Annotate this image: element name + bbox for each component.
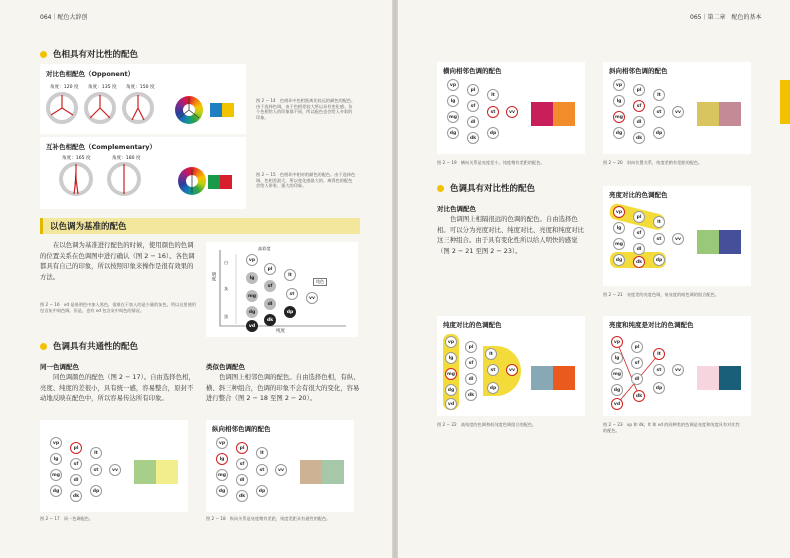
swatch bbox=[553, 102, 575, 126]
tone-dg: dg bbox=[447, 127, 459, 139]
figure-2-20-card bbox=[603, 62, 751, 154]
section-hue-contrast bbox=[40, 48, 138, 60]
tone-lt: lt bbox=[485, 348, 497, 360]
tone-vp: vp bbox=[613, 79, 625, 91]
caption-2-22: 图 2 − 22 高纯度的色调和低纯度色调组合的配色。 bbox=[437, 422, 537, 427]
tone-dl: dl bbox=[70, 474, 82, 486]
caption-2-17: 图 2 − 17 同一色调配色。 bbox=[40, 516, 94, 521]
figure-2-23-card bbox=[603, 316, 751, 416]
swatch-blue bbox=[210, 103, 222, 117]
tone-mg: mg bbox=[445, 368, 457, 380]
tone-lg: lg bbox=[613, 95, 625, 107]
card-title: 纵向相邻色调的配色 bbox=[212, 425, 271, 433]
caption-2-20: 图 2 − 20 斜向位置关系，纯度差稍有差距的配色。 bbox=[603, 160, 703, 165]
tone-vp: vp bbox=[613, 206, 625, 218]
tone-st: st bbox=[90, 464, 102, 476]
card-title: 斜向相邻色调的配色 bbox=[609, 67, 668, 75]
tone-lt: lt bbox=[653, 89, 665, 101]
swatch bbox=[697, 230, 719, 254]
tone-pl: pl bbox=[465, 341, 477, 353]
tone-dp: dp bbox=[487, 127, 499, 139]
tone-vd: vd bbox=[611, 398, 623, 410]
tone-pl: pl bbox=[467, 84, 479, 96]
tone-pl: pl bbox=[236, 442, 248, 454]
similar-tone-text: 色调图上相邻色调的配色。自由选择色相，有纵、横、斜三种组合，色调的印象不会有很大的变化，容易进行整合（图 2 − 18 至图 2 − 20）。 bbox=[206, 373, 360, 403]
tone-vp: vp bbox=[447, 79, 459, 91]
opponent-title: 对比色相配色（Opponent） bbox=[46, 70, 135, 78]
caption-2-19: 图 2 − 19 横向关系是亮度差小，纯度稍有差距的配色。 bbox=[437, 160, 545, 165]
tone-sf: sf bbox=[70, 458, 82, 470]
tone-mg: mg bbox=[613, 238, 625, 250]
tone-sf: sf bbox=[633, 227, 645, 239]
tone-mg: mg bbox=[611, 368, 623, 380]
complementary-wheels bbox=[58, 161, 158, 201]
tone-dl: dl bbox=[465, 373, 477, 385]
tone-mg: mg bbox=[613, 111, 625, 123]
bullet-icon bbox=[437, 185, 444, 192]
side-label-black: 黑 bbox=[224, 314, 229, 319]
tone-dp: dp bbox=[90, 485, 102, 497]
tone-sf: sf bbox=[633, 100, 645, 112]
opponent-card bbox=[40, 64, 246, 134]
tone-dg: dg bbox=[445, 384, 457, 396]
tone-dk: dk bbox=[70, 490, 82, 502]
tone-lg: lg bbox=[447, 95, 459, 107]
figure-2-21-card bbox=[603, 186, 751, 286]
tone-chart-lg: lg bbox=[246, 272, 258, 284]
caption-2-23: 图 2 − 23 vp 和 dk，lt 和 vd 的同种类的色调是亮度和纯度具有对比性的配色。 bbox=[603, 422, 740, 433]
swatch-yellow bbox=[222, 103, 234, 117]
swatch bbox=[697, 102, 719, 126]
section-title: 色调具有对比性的配色 bbox=[450, 184, 536, 194]
tone-chart-st: st bbox=[286, 288, 298, 300]
tone-dk: dk bbox=[633, 256, 645, 268]
tone-sf: sf bbox=[236, 458, 248, 470]
band-marker bbox=[40, 218, 43, 234]
tone-lt: lt bbox=[487, 89, 499, 101]
tone-sf: sf bbox=[631, 357, 643, 369]
tone-vp: vp bbox=[611, 336, 623, 348]
tone-chart-vp: vp bbox=[246, 254, 258, 266]
tone-dl: dl bbox=[467, 116, 479, 128]
tone-dk: dk bbox=[465, 389, 477, 401]
tone-dp: dp bbox=[653, 254, 665, 266]
section-tone-contrast bbox=[437, 182, 535, 194]
angle-label: 角度：150 度 bbox=[126, 85, 155, 90]
angle-label: 角度：165 度 bbox=[62, 156, 91, 161]
swatch bbox=[531, 102, 553, 126]
tone-vp: vp bbox=[216, 437, 228, 449]
tone-dk: dk bbox=[633, 390, 645, 402]
swatch bbox=[300, 460, 322, 484]
similar-tone-title: 类似色调配色 bbox=[206, 363, 245, 371]
tone-chart-mg: mg bbox=[246, 290, 258, 302]
tone-lg: lg bbox=[50, 453, 62, 465]
swatch bbox=[719, 230, 741, 254]
swatch bbox=[322, 460, 344, 484]
side-label-gray: 灰 bbox=[224, 286, 229, 291]
section-band bbox=[40, 218, 360, 234]
tone-vv: vv bbox=[672, 364, 684, 376]
caption-2-15: 图 2 − 15 色相环中相对的颜色的配色。由于选择色调，色相差最大，所以变化感最大的。离得色的配色会给人带张、强大的印象。 bbox=[256, 172, 356, 189]
bullet-icon bbox=[40, 343, 47, 350]
opponent-wheels bbox=[44, 90, 164, 130]
band-title: 以色调为基准的配色 bbox=[50, 222, 127, 232]
tone-dp: dp bbox=[487, 382, 499, 394]
tone-dk: dk bbox=[633, 132, 645, 144]
tone-vv: vv bbox=[275, 464, 287, 476]
same-tone-text: 同色调颜色的配色（图 2 − 17）。自由选择色相，亮度、纯度的差很小，具有统一感，容易整合，原封不动地反映在配色中，所以容易传达所有印象。 bbox=[40, 373, 195, 403]
card-title: 纯度对比的色调配色 bbox=[443, 321, 502, 329]
intro-text: 在以色调为基准进行配色的时候，使用颜色的色调的位置关系在色调图中进行确认（图 2 − 16）。各色调都具有自己的印象，所以按照印象来操作是很有效果的方法。 bbox=[40, 241, 195, 281]
tone-chart-sf: sf bbox=[264, 280, 276, 292]
tone-vv: vv bbox=[109, 464, 121, 476]
tone-mg: mg bbox=[216, 469, 228, 481]
swatch-red bbox=[220, 175, 232, 189]
swatch bbox=[553, 366, 575, 390]
tone-st: st bbox=[256, 464, 268, 476]
card-title: 亮度对比的色调配色 bbox=[609, 191, 668, 199]
figure-2-18-card bbox=[206, 420, 354, 512]
tone-chart-dg: dg bbox=[246, 306, 258, 318]
tone-chart-vd: vd bbox=[246, 320, 258, 332]
same-tone-title: 同一色调配色 bbox=[40, 363, 79, 371]
tone-chart-lt: lt bbox=[284, 269, 296, 281]
caption-2-16: 图 2 − 16 vd 是低明色中加入黑色，很难在于加入的是少量的灰色，所以这里使用包含灰中间色调。但是，也有 vd 包含灰中间色的情况。 bbox=[40, 302, 196, 313]
caption-2-21: 图 2 − 21 亮度差的亮度色调，低亮度的暗色调的组合配色。 bbox=[603, 292, 719, 297]
caption-2-18: 图 2 − 18 纵向关系是亮度稍有差距，纯度差距具有通性的配色。 bbox=[206, 516, 331, 521]
tone-st: st bbox=[487, 364, 499, 376]
contrast-tone-title: 对比色调配色 bbox=[437, 205, 476, 213]
tone-chart-dk: dk bbox=[264, 314, 276, 326]
tone-dg: dg bbox=[611, 384, 623, 396]
tone-chart-dp: dp bbox=[284, 306, 296, 318]
tone-chart-vv: vv bbox=[306, 292, 318, 304]
angle-label: 角度：120 度 bbox=[50, 85, 79, 90]
tone-chart-dl: dl bbox=[264, 298, 276, 310]
card-title: 横向相邻色调的配色 bbox=[443, 67, 502, 75]
section-title: 色调具有共通性的配色 bbox=[53, 342, 139, 352]
tone-st: st bbox=[653, 233, 665, 245]
side-label-white: 白 bbox=[224, 260, 229, 265]
angle-label: 角度：135 度 bbox=[88, 85, 117, 90]
tone-st: st bbox=[653, 364, 665, 376]
tone-mg: mg bbox=[447, 111, 459, 123]
tone-dg: dg bbox=[613, 254, 625, 266]
tone-chart-axes bbox=[206, 242, 358, 337]
figure-2-22-card bbox=[437, 316, 585, 416]
tone-pl: pl bbox=[70, 442, 82, 454]
tone-dk: dk bbox=[236, 490, 248, 502]
bullet-icon bbox=[40, 51, 47, 58]
opponent-wheel-lines bbox=[175, 96, 203, 124]
swatch bbox=[719, 102, 741, 126]
swatch bbox=[531, 366, 553, 390]
tone-pl: pl bbox=[633, 211, 645, 223]
figure-2-17-card bbox=[40, 420, 188, 512]
note-box: 纯色 bbox=[313, 278, 327, 286]
tone-lt: lt bbox=[653, 348, 665, 360]
x-axis-label: 纯度 bbox=[276, 329, 285, 334]
angle-label: 角度：180 度 bbox=[112, 156, 141, 161]
tone-chart bbox=[206, 242, 358, 337]
tone-vv: vv bbox=[506, 106, 518, 118]
tone-pl: pl bbox=[631, 341, 643, 353]
chapter-tab bbox=[780, 80, 790, 124]
tone-dk: dk bbox=[467, 132, 479, 144]
right-page-header: 065｜第二章 配色的基本 bbox=[690, 14, 762, 21]
section-title: 色相具有对比性的配色 bbox=[53, 50, 139, 60]
complementary-wheel-lines bbox=[178, 167, 206, 195]
tone-dl: dl bbox=[631, 373, 643, 385]
tone-dl: dl bbox=[633, 243, 645, 255]
tone-vd: vd bbox=[445, 398, 457, 410]
swatch bbox=[697, 366, 719, 390]
contrast-tone-text: 色调图上相隔很远的色调的配色。自由选择色相。可以分为亮度对比、纯度对比、亮度和纯度对比这三种组合。由于具有变化性所以给人明快的感觉（图 2 − 21 至图 2 − 23）。 bbox=[437, 215, 584, 255]
book-gutter bbox=[392, 0, 398, 558]
left-page-header: 064｜配色大辞创 bbox=[40, 14, 88, 21]
section-common bbox=[40, 340, 138, 352]
tone-lg: lg bbox=[445, 352, 457, 364]
tone-st: st bbox=[487, 106, 499, 118]
tone-sf: sf bbox=[465, 357, 477, 369]
tone-lg: lg bbox=[611, 352, 623, 364]
tone-vp: vp bbox=[445, 336, 457, 348]
tone-vv: vv bbox=[506, 364, 518, 376]
tone-dp: dp bbox=[256, 485, 268, 497]
tone-dl: dl bbox=[633, 116, 645, 128]
figure-2-19-card bbox=[437, 62, 585, 154]
swatch-green bbox=[208, 175, 220, 189]
swatch bbox=[156, 460, 178, 484]
tone-mg: mg bbox=[50, 469, 62, 481]
swatch bbox=[134, 460, 156, 484]
tone-lg: lg bbox=[613, 222, 625, 234]
tone-lt: lt bbox=[256, 447, 268, 459]
tone-dg: dg bbox=[613, 127, 625, 139]
tone-chart-pl: pl bbox=[264, 263, 276, 275]
card-title: 亮度和纯度是对比的色调配色 bbox=[609, 321, 694, 329]
top-label: 高彩度 bbox=[258, 246, 271, 251]
tone-vp: vp bbox=[50, 437, 62, 449]
tone-dl: dl bbox=[236, 474, 248, 486]
y-axis-label: 明度 bbox=[211, 272, 216, 281]
tone-sf: sf bbox=[467, 100, 479, 112]
tone-pl: pl bbox=[633, 84, 645, 96]
tone-st: st bbox=[653, 106, 665, 118]
swatch bbox=[719, 366, 741, 390]
complementary-card bbox=[40, 137, 246, 209]
tone-lg: lg bbox=[216, 453, 228, 465]
tone-dg: dg bbox=[50, 485, 62, 497]
complementary-title: 互补色相配色（Complementary） bbox=[46, 143, 157, 151]
tone-vv: vv bbox=[672, 233, 684, 245]
tone-dg: dg bbox=[216, 485, 228, 497]
tone-vv: vv bbox=[672, 106, 684, 118]
tone-dp: dp bbox=[653, 127, 665, 139]
tone-dp: dp bbox=[653, 382, 665, 394]
tone-lt: lt bbox=[90, 447, 102, 459]
caption-2-14: 图 2 − 14 色相环中色相距离比较远的颜色的配色。由于选择色调，由于色相差较大所以具有变化感。各个色相给人的印象都不同，所以配色也会给人多彩的印象。 bbox=[256, 98, 356, 121]
tone-lt: lt bbox=[653, 216, 665, 228]
